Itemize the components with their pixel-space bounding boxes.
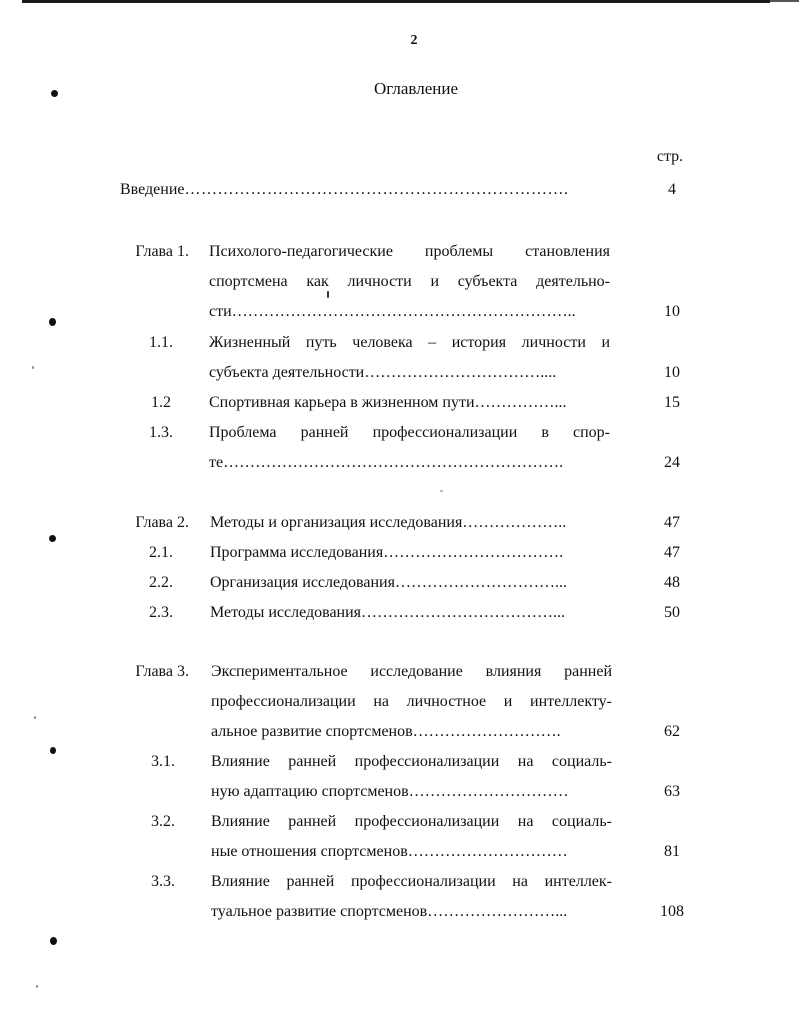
scan-speck <box>36 985 38 988</box>
toc-chapter-number: Глава 2. <box>135 514 189 531</box>
toc-section-number: 1.1. <box>149 334 173 351</box>
toc-section-page: 50 <box>664 604 680 621</box>
toc-section-title-line: Методы исследования………………………………... <box>210 604 566 621</box>
toc-section-page: 108 <box>660 903 684 920</box>
toc-section-number: 3.2. <box>151 813 175 830</box>
toc-section-number: 1.2 <box>151 394 171 411</box>
top-border-line-right <box>770 0 799 2</box>
toc-chapter-page: 10 <box>664 303 680 320</box>
scan-speck <box>327 291 329 298</box>
binder-hole-mark <box>50 937 57 945</box>
toc-section-page: 63 <box>664 783 680 800</box>
toc-chapter-number: Глава 3. <box>135 663 189 680</box>
toc-intro-label: Введение <box>120 181 185 198</box>
toc-section-title-line: Организация исследования…………………………... <box>210 574 567 591</box>
toc-chapter-title-line: профессионализации на личностное и интеллекту- <box>211 693 612 710</box>
scan-speck <box>34 716 36 719</box>
toc-section-title-line: те………………………………………………………. <box>209 454 564 471</box>
toc-chapter-title-line: спортсмена как личности и субъекта деятельно- <box>209 273 610 290</box>
toc-section-title-line: Влияние ранней профессионализации на социаль- <box>211 753 612 770</box>
toc-section-title-line: Влияние ранней профессионализации на социаль- <box>211 813 612 830</box>
scan-speck <box>440 490 443 492</box>
toc-section-page: 48 <box>664 574 680 591</box>
binder-hole-mark <box>50 747 56 754</box>
toc-section-number: 2.1. <box>149 544 173 561</box>
toc-section-number: 1.3. <box>149 424 173 441</box>
toc-section-title-line: ную адаптацию спортсменов………………………… <box>211 783 569 800</box>
binder-hole-mark <box>49 535 56 542</box>
toc-section-number: 2.3. <box>149 604 173 621</box>
toc-section-number: 3.1. <box>151 753 175 770</box>
page-number: 2 <box>410 33 418 48</box>
toc-chapter-page: 47 <box>664 514 680 531</box>
page-title: Оглавление <box>374 79 458 98</box>
binder-hole-mark <box>49 318 56 326</box>
toc-section-title-line: туальное развитие спортсменов……………………... <box>211 903 568 920</box>
toc-section-title-line: ные отношения спортсменов………………………… <box>211 843 568 860</box>
toc-section-title-line: Программа исследования……………………………. <box>210 544 564 561</box>
toc-chapter-title-line: Методы и организация исследования……………….. <box>210 514 567 531</box>
toc-section-page: 10 <box>664 364 680 381</box>
toc-chapter-title-line: Психолого-педагогические проблемы становления <box>209 243 610 260</box>
scan-speck <box>32 366 34 369</box>
toc-intro-dots: ……………………………………………………………. <box>184 181 569 198</box>
toc-section-page: 47 <box>664 544 680 561</box>
toc-section-title-line: Спортивная карьера в жизненном пути……………... <box>209 394 567 411</box>
toc-section-number: 2.2. <box>149 574 173 591</box>
binder-hole-mark <box>51 90 58 97</box>
page-column-header: стр. <box>656 148 684 165</box>
toc-section-title-line: Жизненный путь человека – история личности и <box>209 334 610 351</box>
toc-chapter-title-line: сти……………………………………………………….. <box>209 303 576 320</box>
toc-section-page: 24 <box>664 454 680 471</box>
toc-intro-page: 4 <box>668 181 676 198</box>
toc-chapter-title-line: альное развитие спортсменов………………………. <box>211 723 561 740</box>
toc-chapter-page: 62 <box>664 723 680 740</box>
top-border-line <box>22 0 770 3</box>
toc-section-title-line: субъекта деятельности…………………………….... <box>209 364 557 381</box>
toc-chapter-title-line: Экспериментальное исследование влияния ранней <box>211 663 612 680</box>
toc-section-title-line: Влияние ранней профессионализации на интеллек- <box>211 873 612 890</box>
toc-section-page: 15 <box>664 394 680 411</box>
toc-section-title-line: Проблема ранней профессионализации в спор- <box>209 424 610 441</box>
toc-chapter-number: Глава 1. <box>135 243 189 260</box>
toc-section-page: 81 <box>664 843 680 860</box>
toc-section-number: 3.3. <box>151 873 175 890</box>
